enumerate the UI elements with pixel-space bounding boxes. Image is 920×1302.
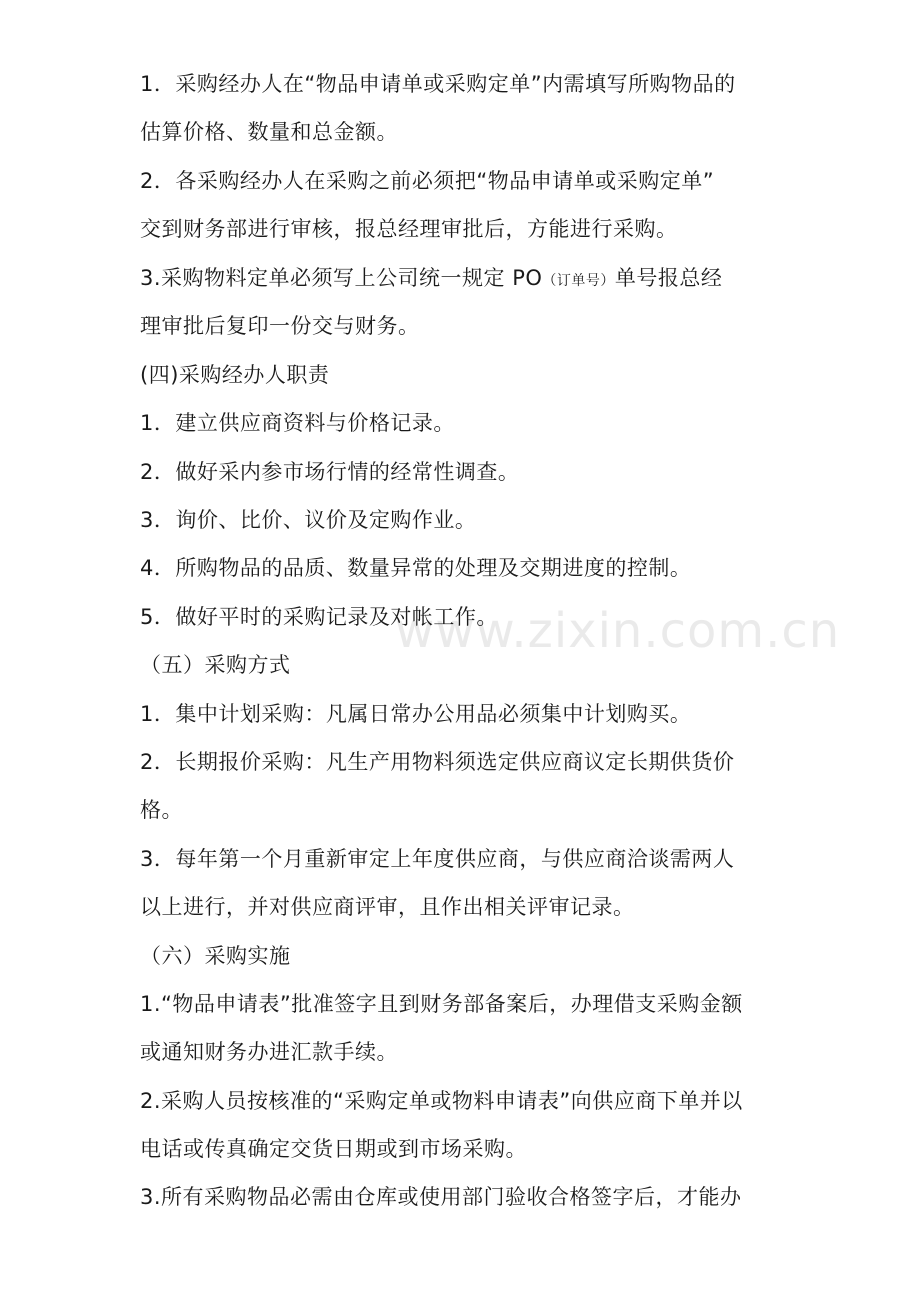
list-item: 2．做好采内参市场行情的经常性调查。 (140, 460, 520, 484)
order-number-note: （订单号） (542, 273, 615, 289)
list-item: 3．询价、比价、议价及定购作业。 (140, 508, 477, 532)
paragraph-line: 电话或传真确定交货日期或到市场采购。 (140, 1137, 527, 1161)
paragraph-line: 理审批后复印一份交与财务。 (140, 314, 420, 338)
list-item: 4．所购物品的品质、数量异常的处理及交期进度的控制。 (140, 556, 692, 580)
paragraph-line: 估算价格、数量和总金额。 (140, 120, 398, 144)
list-item: 3．每年第一个月重新审定上年度供应商，与供应商洽谈需两人 (140, 847, 735, 871)
line-text: 3.采购物料定单必须写上公司统一规定 PO (140, 266, 543, 290)
paragraph-line: 或通知财务办进汇款手续。 (140, 1040, 398, 1064)
paragraph-line: 以上进行，并对供应商评审，且作出相关评审记录。 (140, 895, 635, 919)
line-text: 单号报总经 (614, 266, 723, 290)
list-item: 3.所有采购物品必需由仓库或使用部门验收合格签字后，才能办 (140, 1185, 742, 1209)
list-item: 1．建立供应商资料与价格记录。 (140, 411, 455, 435)
section-heading: （六）采购实施 (140, 944, 291, 968)
list-item: 2．长期报价采购：凡生产用物料须选定供应商议定长期供货价 (140, 750, 735, 774)
section-heading: （五）采购方式 (140, 653, 291, 677)
paragraph-line: 格。 (140, 798, 183, 822)
list-item: 2.采购人员按核准的“采购定单或物料申请表”向供应商下单并以 (140, 1089, 743, 1113)
paragraph-line: 交到财务部进行审核，报总经理审批后，方能进行采购。 (140, 217, 678, 241)
list-item: 1.“物品申请表”批准签字且到财务部备案后，办理借支采购金额 (140, 992, 743, 1016)
section-heading: (四)采购经办人职责 (140, 363, 330, 387)
paragraph-line: 1．采购经办人在“物品申请单或采购定单”内需填写所购物品的 (140, 72, 736, 96)
paragraph-line: 2．各采购经办人在采购之前必须把“物品申请单或采购定单” (140, 169, 715, 193)
list-item: 1．集中计划采购：凡属日常办公用品必须集中计划购买。 (140, 702, 692, 726)
watermark: www.zixin.com.cn (395, 603, 841, 659)
list-item: 5．做好平时的采购记录及对帐工作。 (140, 605, 498, 629)
paragraph-line (140, 263, 790, 296)
